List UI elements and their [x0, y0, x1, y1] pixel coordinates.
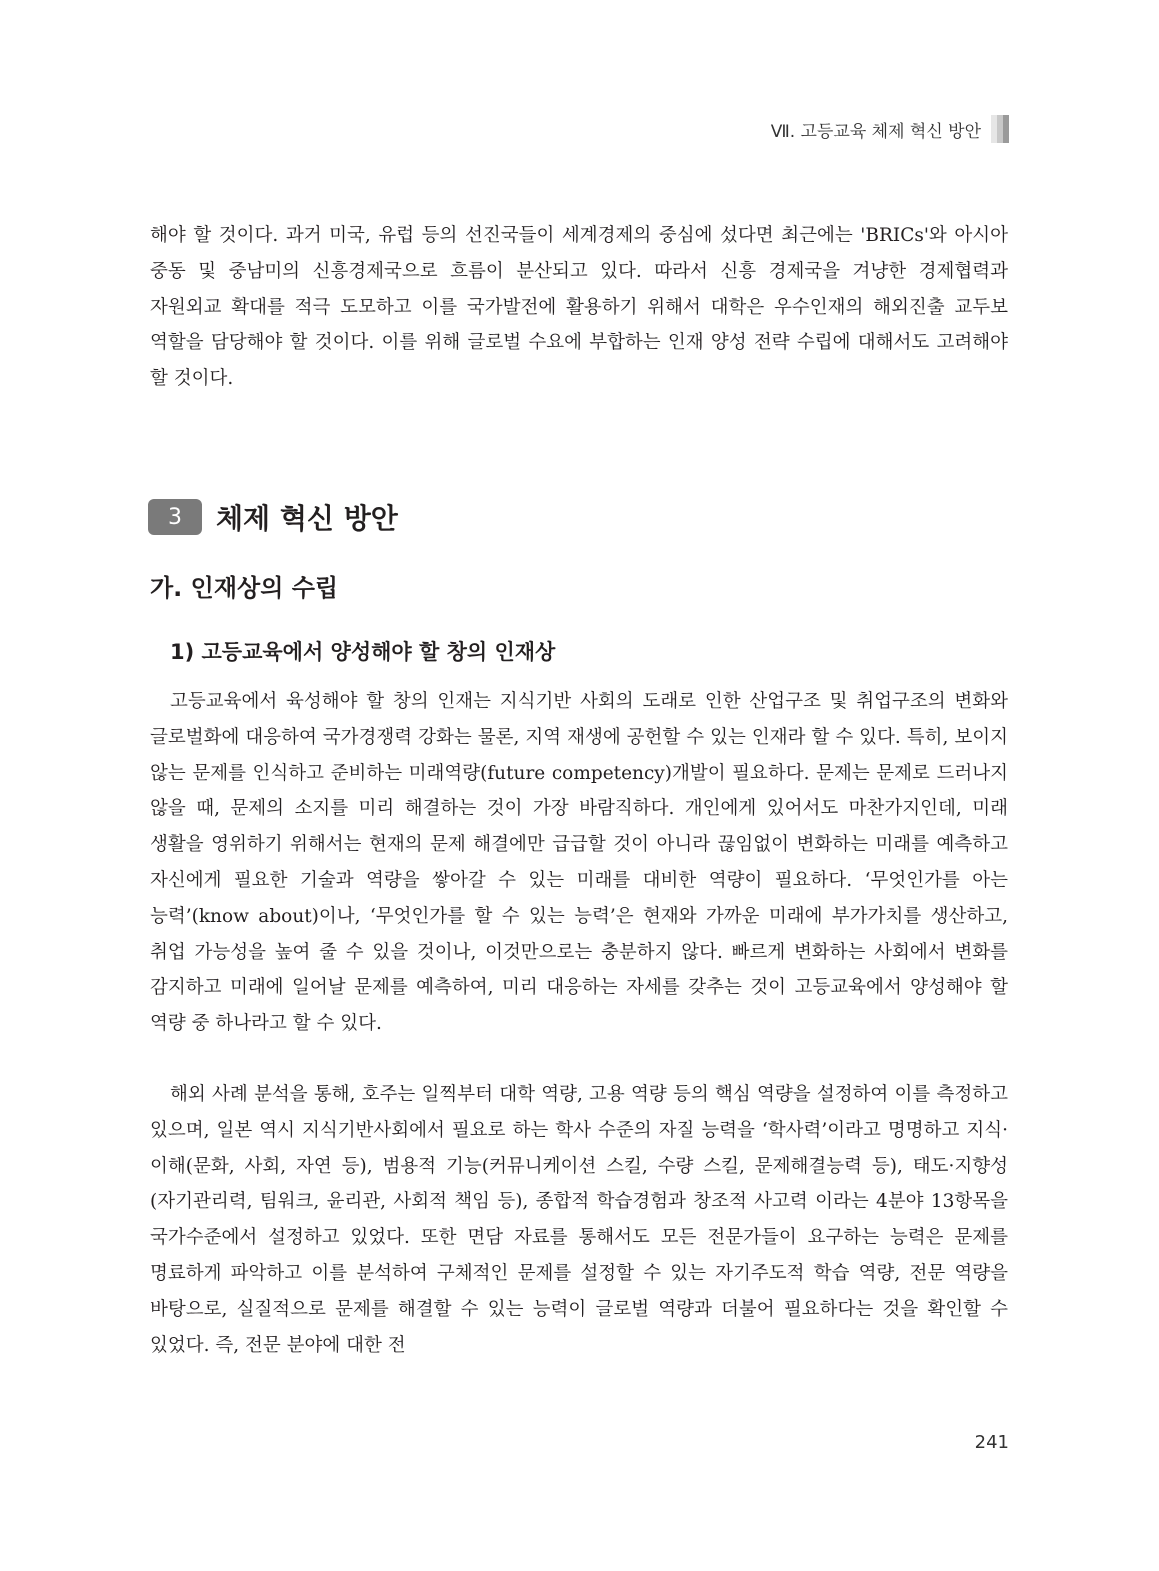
subsection-title: 가. 인재상의 수립	[150, 574, 339, 602]
subsubsection-title: 1) 고등교육에서 양성해야 할 창의 인재상	[170, 640, 556, 664]
body-paragraph-2: 해외 사례 분석을 통해, 호주는 일찍부터 대학 역량, 고용 역량 등의 핵심 역량을 설정하여 이를 측정하고 있으며, 일본 역시 지식기반사회에서 필요로 하는 학사 수준의 자질 능력을 ‘학사력’이라고 명명하고 지식·이해(문화, 사회, 자연 등), 범용적 기능(커뮤니케이션 스킬, 수량 스킬, 문제해결능력 등), 태도·지향성(자기관리력, 팀워크, 윤리관, 사회적 책임 등), 종합적 학습경험과 창조적 사고력 이라는 4분야 13항목을 국가수준에서 설정하고 있었다. 또한 면담 자료를 통해서도 모든 전문가들이 요구하는 능력은 문제를 명료하게 파악하고 이를 분석하여 구체적인 문제를 설정할 수 있는 자기주도적 학습 역량, 전문 역량을 바탕으로, 실질적으로 문제를 해결할 수 있는 능력이 글로벌 역량과 더불어 필요하다는 것을 확인할 수 있었다. 즉, 전문 분야에 대한 전	[150, 1084, 1008, 1356]
intro-paragraph: 해야 할 것이다. 과거 미국, 유럽 등의 선진국들이 세계경제의 중심에 섰다면 최근에는 'BRICs'와 아시아 중동 및 중남미의 신흥경제국으로 흐름이 분산되고 있다. 따라서 신흥 경제국을 겨냥한 경제협력과 자원외교 확대를 적극 도모하고 이를 국가발전에 활용하기 위해서 대학은 우수인재의 해외진출 교두보 역할을 담당해야 할 것이다. 이를 위해 글로벌 수요에 부합하는 인재 양성 전략 수립에 대해서도 고려해야 할 것이다.	[150, 225, 1008, 390]
running-header	[771, 115, 1009, 143]
header-gradient-bar-icon	[991, 115, 1009, 143]
section-heading	[148, 497, 398, 537]
page-number: 241	[974, 1432, 1009, 1453]
section-number-badge: 3	[148, 499, 202, 535]
section-title: 체제 혁신 방안	[216, 502, 398, 535]
running-header-title: Ⅶ. 고등교육 체제 혁신 방안	[770, 121, 981, 142]
body-paragraph-1: 고등교육에서 육성해야 할 창의 인재는 지식기반 사회의 도래로 인한 산업구조 및 취업구조의 변화와 글로벌화에 대응하여 국가경쟁력 강화는 물론, 지역 재생에 공헌할 수 있는 인재라 할 수 있다. 특히, 보이지 않는 문제를 인식하고 준비하는 미래역량(future competency)개발이 필요하다. 문제는 문제로 드러나지 않을 때, 문제의 소지를 미리 해결하는 것이 가장 바람직하다. 개인에게 있어서도 마찬가지인데, 미래 생활을 영위하기 위해서는 현재의 문제 해결에만 급급할 것이 아니라 끊임없이 변화하는 미래를 예측하고 자신에게 필요한 기술과 역량을 쌓아갈 수 있는 미래를 대비한 역량이 필요하다. ‘무엇인가를 아는 능력’(know about)이나, ‘무엇인가를 할 수 있는 능력’은 현재와 가까운 미래에 부가가치를 생산하고, 취업 가능성을 높여 줄 수 있을 것이나, 이것만으로는 충분하지 않다. 빠르게 변화하는 사회에서 변화를 감지하고 미래에 일어날 문제를 예측하여, 미리 대응하는 자세를 갖추는 것이 고등교육에서 양성해야 할 역량 중 하나라고 할 수 있다.	[150, 691, 1008, 1035]
